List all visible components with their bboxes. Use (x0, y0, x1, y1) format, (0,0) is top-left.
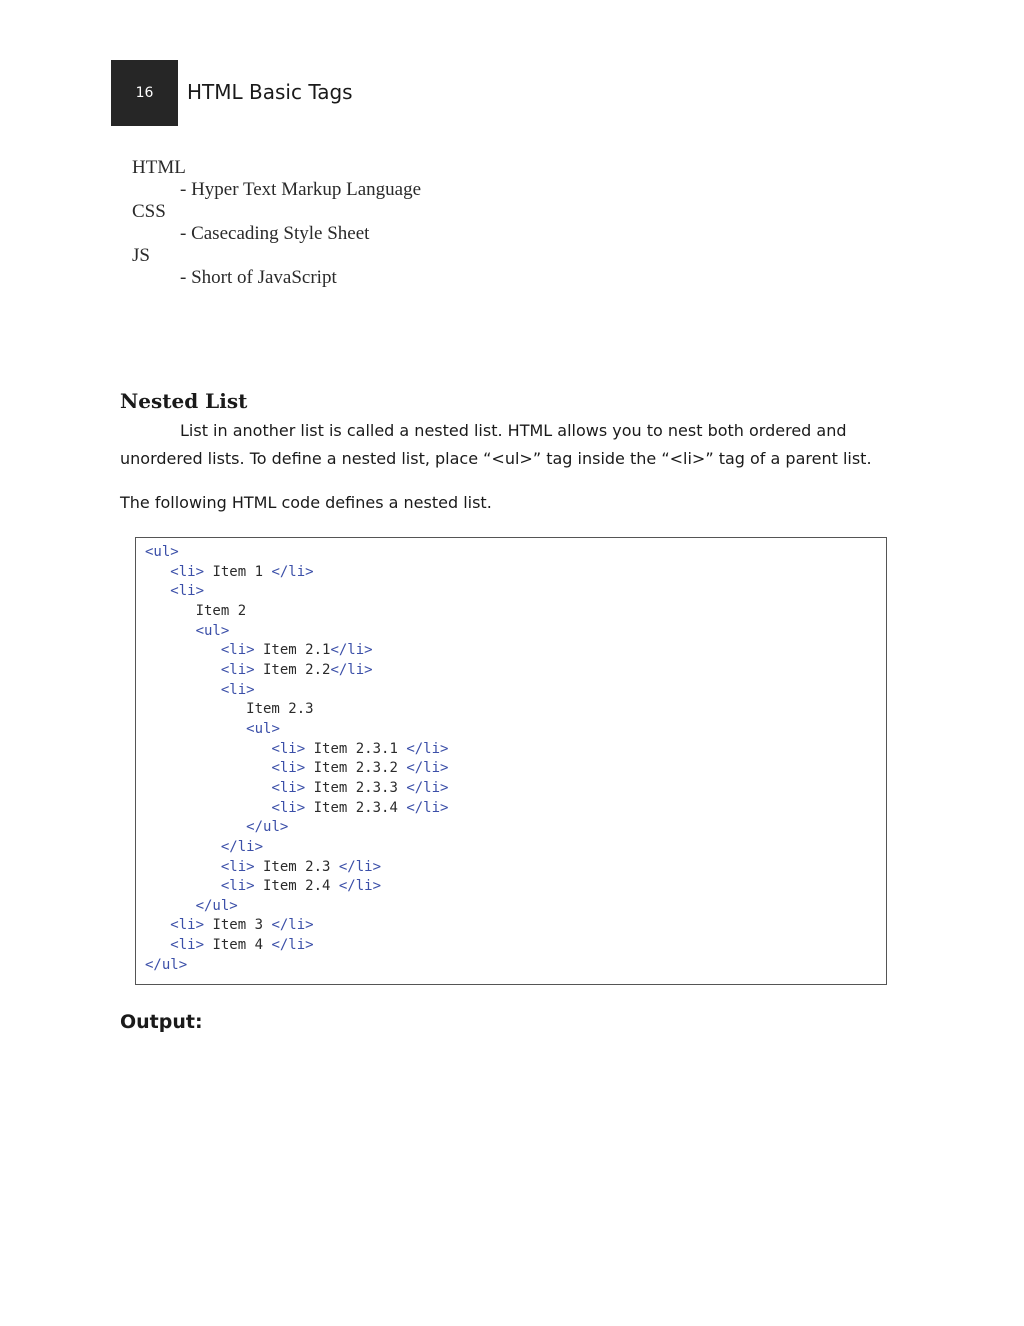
code-tag: <ul> (195, 622, 230, 639)
definition-term-html: HTML (132, 157, 186, 178)
output-label: Output: (120, 1011, 203, 1033)
code-line (145, 779, 448, 799)
definition-description-css: - Casecading Style Sheet (180, 223, 370, 244)
definition-description-js: - Short of JavaScript (180, 267, 337, 288)
code-line (145, 681, 448, 701)
code-tag: <li> (220, 878, 255, 895)
code-tag: </li> (338, 878, 382, 895)
code-tag: <li> (271, 760, 306, 777)
code-tag: </li> (338, 858, 382, 875)
code-tag: <li> (220, 681, 255, 698)
code-tag: <li> (220, 661, 255, 678)
code-text (145, 780, 271, 796)
code-text: Item 2.3 (254, 858, 339, 875)
code-tag: </li> (220, 838, 264, 855)
code-text (145, 741, 271, 757)
section-heading: Nested List (120, 389, 248, 413)
code-line (145, 838, 448, 858)
code-tag: <li> (220, 858, 255, 875)
code-tag: <li> (170, 563, 205, 580)
code-text (145, 682, 221, 698)
code-line (145, 799, 448, 819)
code-text (145, 662, 221, 678)
code-tag: </li> (330, 642, 373, 659)
code-tag: <li> (271, 779, 306, 796)
code-tag: <ul> (145, 544, 179, 560)
code-tag: </li> (271, 937, 314, 954)
code-line (145, 956, 448, 976)
section-paragraph-text: List in another list is called a nested list. HTML allows you to nest both ordered and unordered lists. To define a nested list, place “<ul>” tag inside the “<li>” tag of a parent list. (120, 421, 872, 468)
code-line (145, 661, 448, 681)
definition-term-css: CSS (132, 201, 166, 222)
code-text (145, 760, 271, 776)
code-text: Item 2.4 (254, 878, 339, 895)
definition-list (132, 157, 421, 289)
code-tag: </ul> (195, 897, 238, 914)
code-line (145, 563, 448, 583)
code-text (145, 583, 170, 599)
code-text (145, 859, 221, 875)
code-tag: </li> (406, 779, 449, 796)
page-number-box (111, 60, 178, 126)
code-text (145, 878, 221, 894)
code-text: Item 2.2 (254, 661, 331, 678)
code-tag: </ul> (145, 956, 188, 973)
code-intro-paragraph: The following HTML code defines a nested list. (120, 493, 492, 512)
code-text: Item 1 (204, 563, 272, 580)
code-text (145, 819, 246, 835)
code-line (145, 740, 448, 760)
code-text (145, 898, 196, 914)
code-tag: <li> (170, 583, 205, 600)
code-text (145, 721, 246, 737)
code-line (145, 700, 448, 720)
code-line (145, 622, 448, 642)
code-text: Item 2 (145, 602, 247, 619)
definition-description-html: - Hyper Text Markup Language (180, 179, 422, 200)
code-lines (145, 543, 448, 975)
code-text: Item 2.3.2 (305, 760, 407, 777)
code-tag: </ul> (246, 819, 289, 836)
code-line (145, 916, 448, 936)
code-tag: <ul> (246, 720, 280, 737)
code-text: Item 2.3.1 (305, 740, 407, 757)
code-text (145, 623, 196, 639)
code-text: Item 2.3 (145, 701, 314, 718)
code-line (145, 759, 448, 779)
code-text: Item 2.1 (254, 642, 331, 659)
code-tag: </li> (406, 799, 449, 816)
code-tag: </li> (271, 917, 314, 934)
code-line (145, 582, 448, 602)
code-tag: <li> (220, 642, 255, 659)
code-sample-box (135, 537, 887, 985)
code-line (145, 858, 448, 878)
section-paragraph (120, 417, 900, 473)
code-text (145, 937, 170, 953)
code-tag: <li> (271, 799, 306, 816)
code-tag: <li> (170, 937, 205, 954)
code-line (145, 543, 448, 563)
code-line (145, 641, 448, 661)
code-line (145, 877, 448, 897)
code-line (145, 897, 448, 917)
definition-term-js: JS (132, 245, 150, 266)
code-text (145, 917, 170, 933)
code-line (145, 720, 448, 740)
code-tag: </li> (406, 740, 449, 757)
code-line (145, 818, 448, 838)
page-number: 16 (135, 85, 154, 101)
code-text: Item 4 (204, 937, 272, 954)
code-text: Item 2.3.4 (305, 799, 407, 816)
code-text (145, 564, 170, 580)
code-tag: </li> (271, 563, 314, 580)
code-text: Item 2.3.3 (305, 779, 407, 796)
code-tag: </li> (406, 760, 449, 777)
code-text: Item 3 (204, 917, 272, 934)
code-text (145, 642, 221, 658)
code-text (145, 839, 221, 855)
header-title: HTML Basic Tags (187, 80, 353, 104)
code-line (145, 936, 448, 956)
code-tag: </li> (330, 661, 373, 678)
code-tag: <li> (170, 917, 205, 934)
code-text (145, 800, 271, 816)
code-line (145, 602, 448, 622)
code-tag: <li> (271, 740, 306, 757)
